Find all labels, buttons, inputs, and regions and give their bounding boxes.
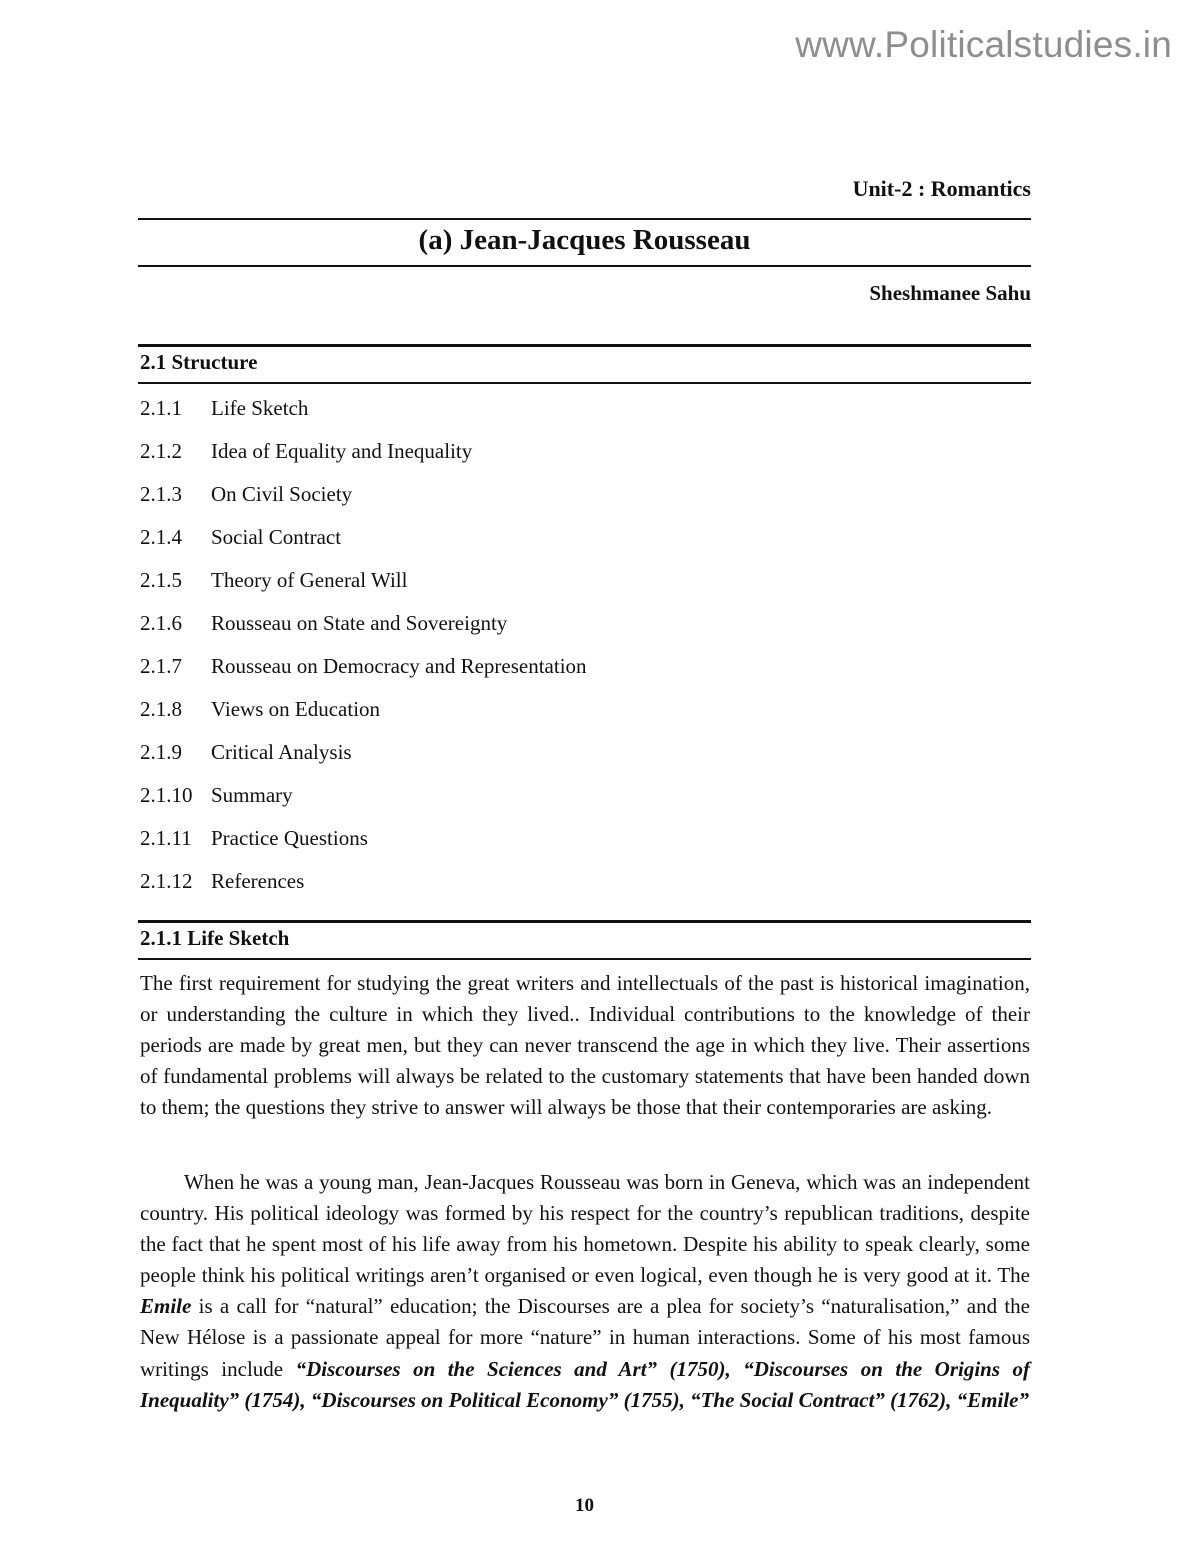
structure-list bbox=[140, 393, 587, 909]
structure-item-number: 2.1.3 bbox=[140, 482, 182, 506]
structure-item-number: 2.1.9 bbox=[140, 740, 182, 764]
structure-item bbox=[140, 737, 587, 780]
life-sketch-paragraph-1: The first requirement for studying the great writers and intellectuals of the past is historical imagination, or understanding the culture in which they lived.. Individual contributions to the knowledge of their periods are made by great men, but they can never transcend the age in which they live. Their assertions of fundamental problems will always be related to the customary statements that have been handed down to them; the questions they strive to answer will always be those that their contemporaries are asking. bbox=[140, 971, 1030, 1120]
life-sketch-heading: 2.1.1 Life Sketch bbox=[140, 926, 290, 950]
chapter-title: (a) Jean-Jacques Rousseau bbox=[418, 224, 751, 256]
structure-item-number: 2.1.7 bbox=[140, 654, 182, 678]
life-sketch-top-rule bbox=[138, 920, 1031, 923]
life-sketch-paragraph-2 bbox=[140, 1167, 1030, 1416]
structure-item-number: 2.1.10 bbox=[140, 783, 193, 807]
title-bottom-rule bbox=[138, 265, 1031, 267]
works-list: “Discourses on the Sciences and Art” (1750), “Discourses on the Origins of Inequality” (1754), “Discourses on Political Economy” (1755), “The Social Contract” (1762), “Emile” bbox=[140, 1356, 1030, 1412]
structure-item bbox=[140, 608, 587, 651]
watermark: www.Politicalstudies.in bbox=[795, 24, 1172, 65]
structure-item-number: 2.1.6 bbox=[140, 611, 182, 635]
structure-item bbox=[140, 866, 587, 909]
structure-item bbox=[140, 522, 587, 565]
structure-item bbox=[140, 780, 587, 823]
paragraph-text: When he was a young man, Jean-Jacques Rousseau was born in Geneva, which was an independent country. His political ideology was formed by his respect for the country’s republican traditions, despite the fact that he spent most of his life away from his hometown. Despite his ability to speak clearly, some people think his political writings aren’t organised or even logical, even though he is very good at it. The bbox=[140, 1170, 1030, 1288]
structure-item-number: 2.1.8 bbox=[140, 697, 182, 721]
structure-item bbox=[140, 694, 587, 737]
page-number: 10 bbox=[575, 1495, 594, 1516]
paragraph-text: is a call for “natural” education; the Discourses are a plea for society’s “naturalisation,” and the New Hélose is a passionate appeal for more “nature” in human interactions. Some of his most famous writings include bbox=[140, 1294, 1030, 1381]
structure-item-label: References bbox=[211, 869, 305, 893]
structure-item-number: 2.1.11 bbox=[140, 826, 192, 850]
structure-item-number: 2.1.12 bbox=[140, 869, 193, 893]
author-name: Sheshmanee Sahu bbox=[869, 281, 1031, 305]
structure-item bbox=[140, 823, 587, 866]
structure-item bbox=[140, 436, 587, 479]
structure-item-number: 2.1.4 bbox=[140, 525, 182, 549]
work-title-emile: Emile bbox=[140, 1294, 192, 1319]
structure-item-label: Views on Education bbox=[211, 697, 381, 721]
structure-item-label: Life Sketch bbox=[211, 396, 309, 420]
structure-item-label: Rousseau on State and Sovereignty bbox=[211, 611, 508, 635]
structure-item bbox=[140, 393, 587, 436]
life-sketch-bottom-rule bbox=[138, 958, 1031, 960]
structure-item-label: Summary bbox=[211, 783, 293, 807]
structure-item-label: Social Contract bbox=[211, 525, 342, 549]
title-top-rule bbox=[138, 218, 1031, 220]
structure-item-number: 2.1.1 bbox=[140, 396, 182, 420]
structure-heading: 2.1 Structure bbox=[140, 350, 258, 374]
unit-label: Unit-2 : Romantics bbox=[852, 176, 1031, 201]
structure-item bbox=[140, 479, 587, 522]
structure-top-rule bbox=[138, 344, 1031, 347]
structure-bottom-rule bbox=[138, 382, 1031, 384]
structure-item bbox=[140, 651, 587, 694]
structure-item bbox=[140, 565, 587, 608]
structure-item-label: Rousseau on Democracy and Representation bbox=[211, 654, 587, 678]
structure-item-number: 2.1.2 bbox=[140, 439, 182, 463]
structure-item-label: Idea of Equality and Inequality bbox=[211, 439, 473, 463]
structure-item-label: Practice Questions bbox=[211, 826, 368, 850]
structure-item-number: 2.1.5 bbox=[140, 568, 182, 592]
structure-item-label: Theory of General Will bbox=[211, 568, 408, 592]
structure-item-label: Critical Analysis bbox=[211, 740, 352, 764]
structure-item-label: On Civil Society bbox=[211, 482, 353, 506]
